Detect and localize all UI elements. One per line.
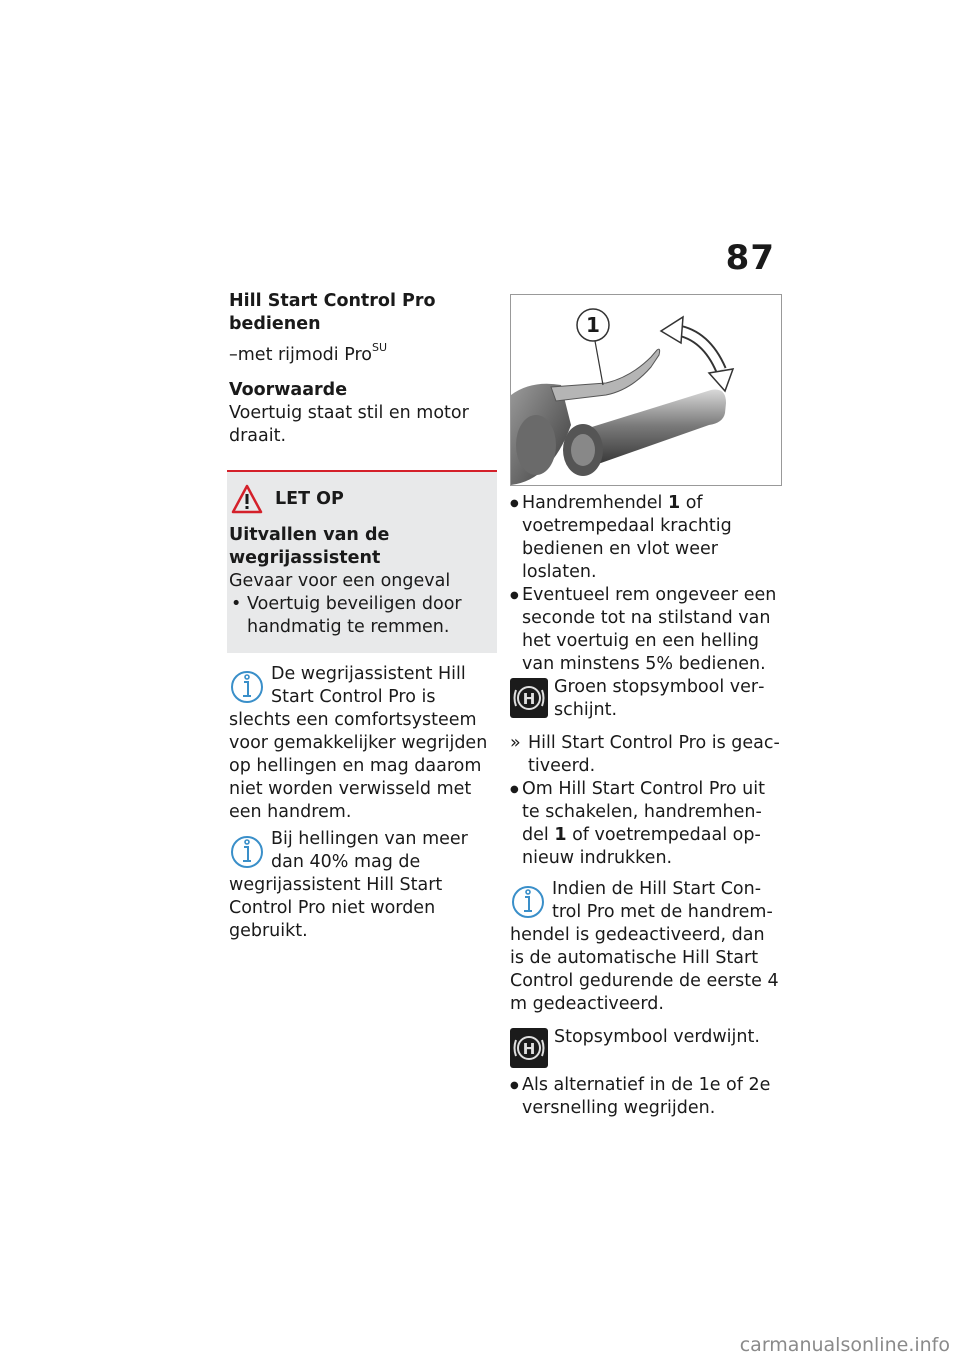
warning-icon [231,484,263,514]
step-3: ● Om Hill Start Control Pro uit te schakelen, handremhendel 1 of voetrempedaal opnieuw indrukken. [510,778,782,870]
info-icon [229,830,265,870]
section-title: Hill Start Control Pro bedienen [229,291,436,334]
left-column [229,290,493,943]
warning-header [231,484,495,514]
step-2: ● Eventueel rem ongeveer een seconde tot na stilstand van het voertuig en een helling van minstens 5% bedienen. [510,584,782,676]
hill-hold-symbol-icon [510,1028,548,1068]
svg-text:H: H [522,1040,536,1058]
handlebar-figure [510,294,782,486]
condition-heading: Voorwaarde [229,380,348,400]
right-column [510,294,782,1120]
page-number: 87 [725,238,775,278]
section-subtitle: –met rijmodi Pro$^{SU}$ [229,341,388,365]
warning-action: • Voertuig beveiligen door handmatig te remmen. [229,593,495,639]
info-note-2: Bij hellingen van meer dan 40% mag de wegrijassistent Hill Start Control Pro niet worden gebruikt. [229,829,468,941]
step-4: ● Als alternatief in de 1e of 2e versnelling wegrijden. [510,1074,782,1120]
handlebar-illustration [511,295,781,485]
watermark[interactable]: carmanualsonline.info [739,1334,950,1356]
warning-label: LET OP [275,488,344,509]
info-note-3: Indien de Hill Start Control Pro met de handremhendel is gedeactiveerd, dan is de automatische Hill Start Control gedurende de eerste 4 m gedeactiveerd. [510,879,779,1014]
warning-title: Uitvallen van de wegrijassistent [229,525,390,568]
info-icon [510,880,546,920]
hill-hold-green-symbol-icon [510,678,548,718]
warning-cause: Gevaar voor een ongeval [229,571,451,591]
symbol-note-2: H Stopsymbool verdwijnt. [510,1026,782,1068]
symbol-note-1: H Groen stopsymbool verschijnt. [510,676,782,722]
result-1: » Hill Start Control Pro is geactiveerd. [510,732,782,778]
figure-callout-1: 1 [586,313,600,337]
step-1: ● Handremhendel 1 of voetrempedaal krachtig bedienen en vlot weer loslaten. [510,492,782,584]
info-icon [229,665,265,705]
svg-text:H: H [522,690,536,708]
warning-box [227,470,497,653]
info-note-1: De wegrijassistent Hill Start Control Pro is slechts een comfortsysteem voor gemakkelijker wegrijden op hellingen en mag daarom niet worden verwisseld met een handrem. [229,664,488,822]
condition-text: Voertuig staat stil en motor draait. [229,403,469,446]
